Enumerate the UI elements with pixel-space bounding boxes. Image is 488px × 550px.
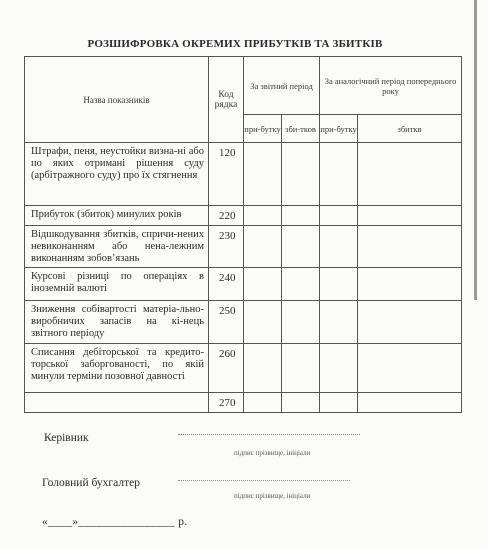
row-name: Штрафи, пеня, неустойки визна-ні або по яких отримані рішення суду (арбітражного суду) про їх стягнення — [25, 143, 209, 206]
date-line[interactable]: «____»________________ р. — [42, 516, 188, 528]
value-profit-prev-cell[interactable] — [320, 301, 358, 344]
row-name: Прибуток (збиток) минулих років — [25, 206, 209, 226]
header-reporting-period: За звітний період — [244, 57, 320, 115]
row-code: 220 — [209, 206, 244, 226]
value-profit-cell[interactable] — [244, 268, 282, 301]
director-signature-line[interactable] — [178, 434, 360, 435]
director-label: Керівник — [44, 432, 89, 444]
value-profit-cell[interactable] — [244, 301, 282, 344]
header-profit: при-бутку — [244, 115, 282, 143]
row-name: Відшкодування збитків, спричи-нених невиконанням або нена-лежним виконанням зобов’язань — [25, 226, 209, 268]
value-profit-prev-cell[interactable] — [320, 226, 358, 268]
value-profit-prev-cell[interactable] — [320, 143, 358, 206]
value-loss-prev-cell[interactable] — [358, 268, 462, 301]
row-code: 240 — [209, 268, 244, 301]
value-loss-prev-cell[interactable] — [358, 344, 462, 393]
value-profit-cell[interactable] — [244, 206, 282, 226]
row-name: Списання дебіторської та кредито-торської заборгованості, по якій минули терміни позовної давності — [25, 344, 209, 393]
director-caption: підпис прізвище, ініціали — [234, 449, 311, 457]
row-name: Курсові різниці по операціях в іноземній валюті — [25, 268, 209, 301]
page-title: РОЗШИФРОВКА ОКРЕМИХ ПРИБУТКІВ ТА ЗБИТКІВ — [87, 38, 383, 50]
value-loss-cell[interactable] — [282, 143, 320, 206]
row-name — [25, 393, 209, 413]
scan-edge — [474, 0, 477, 300]
header-loss: зби-тков — [282, 115, 320, 143]
value-loss-cell[interactable] — [282, 344, 320, 393]
value-profit-cell[interactable] — [244, 393, 282, 413]
value-loss-prev-cell[interactable] — [358, 143, 462, 206]
header-code-col: Код рядка — [209, 57, 244, 143]
value-profit-prev-cell[interactable] — [320, 393, 358, 413]
value-profit-prev-cell[interactable] — [320, 206, 358, 226]
value-loss-prev-cell[interactable] — [358, 226, 462, 268]
table-row — [25, 301, 462, 344]
value-profit-cell[interactable] — [244, 344, 282, 393]
header-profit-prev: при-бутку — [320, 115, 358, 143]
header-loss-prev: збиткв — [358, 115, 462, 143]
row-code: 260 — [209, 344, 244, 393]
value-loss-prev-cell[interactable] — [358, 393, 462, 413]
value-profit-prev-cell[interactable] — [320, 344, 358, 393]
accountant-caption: підпис прізвище, ініціали — [234, 492, 311, 500]
accountant-label: Головний бухгалтер — [42, 477, 140, 489]
row-name: Зниження собівартості матеріа-льно-виробничих запасів на кі-нець звітного періоду — [25, 301, 209, 344]
value-loss-cell[interactable] — [282, 226, 320, 268]
row-code: 270 — [209, 393, 244, 413]
value-loss-cell[interactable] — [282, 268, 320, 301]
table-row — [25, 393, 462, 413]
value-loss-cell[interactable] — [282, 393, 320, 413]
accountant-signature-line[interactable] — [178, 480, 350, 481]
row-code: 230 — [209, 226, 244, 268]
table-row — [25, 344, 462, 393]
value-loss-cell[interactable] — [282, 301, 320, 344]
value-loss-prev-cell[interactable] — [358, 301, 462, 344]
table-row — [25, 206, 462, 226]
row-code: 120 — [209, 143, 244, 206]
value-profit-cell[interactable] — [244, 226, 282, 268]
header-previous-period: За аналогічний період попереднього року — [320, 57, 462, 115]
value-loss-cell[interactable] — [282, 206, 320, 226]
value-profit-prev-cell[interactable] — [320, 268, 358, 301]
value-loss-prev-cell[interactable] — [358, 206, 462, 226]
row-code: 250 — [209, 301, 244, 344]
value-profit-cell[interactable] — [244, 143, 282, 206]
profit-loss-table — [24, 56, 462, 413]
table-row — [25, 268, 462, 301]
table-row — [25, 226, 462, 268]
table-row — [25, 143, 462, 206]
header-name-col: Назва показників — [25, 57, 209, 143]
